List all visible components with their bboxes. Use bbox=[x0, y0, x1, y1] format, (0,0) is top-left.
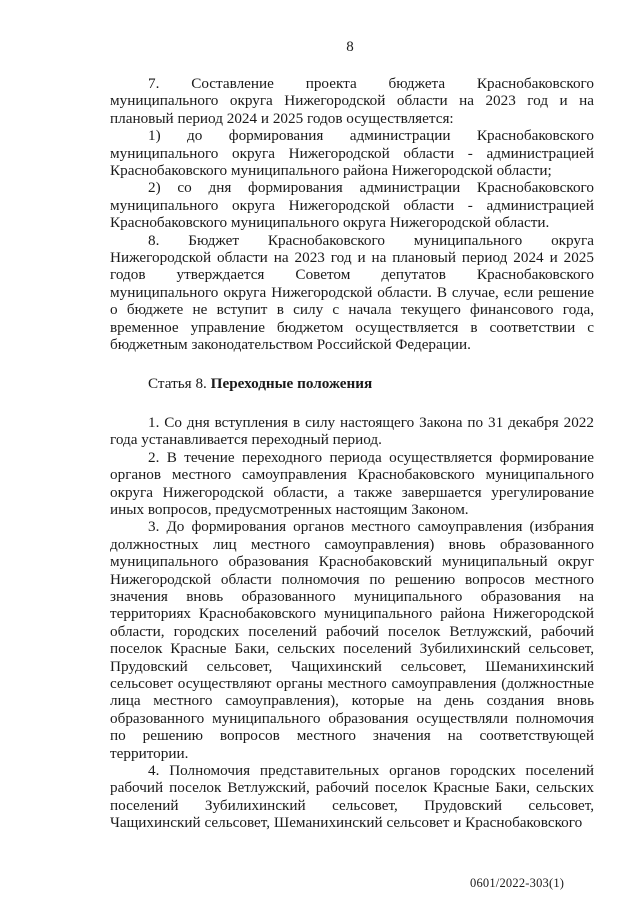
paragraph-article-item-4: 4. Полномочия представительных органов городских поселений рабочий поселок Ветлужский, рабочий поселок Красные Баки, сельских поселений Зубилихинский сельсовет, Прудовский сельсовет, Чащихинский сельсовет, Шеманихинский сельсовет и Краснобаковского bbox=[110, 762, 594, 832]
paragraph-subitem-2: 2) со дня формирования администрации Краснобаковского муниципального округа Нижегородской области - администрацией Краснобаковского муниципального округа Нижегородской области. bbox=[110, 179, 594, 232]
paragraph-article-item-3: 3. До формирования органов местного самоуправления (избрания должностных лиц местного самоуправления) вновь образованного муниципального образования Краснобаковский муниципальный округ Нижегородской области полномочия по решению вопросов местного значения вновь образованного муниципального образования на территориях Краснобаковского муниципального района Нижегородской области, городских поселений рабочий поселок Ветлужский, рабочий поселок Красные Баки, сельских поселений Зубилихинский сельсовет, Прудовский сельсовет, Чащихинский сельсовет, Шеманихинский сельсовет осуществляют органы местного самоуправления (должностные лица местного самоуправления), которые на день создания вновь образованного муниципального образования осуществляли полномочия по решению вопросов местного значения на соответствующей территории. bbox=[110, 518, 594, 762]
article-prefix: Статья 8. bbox=[148, 374, 207, 392]
article-title: Переходные положения bbox=[210, 374, 373, 392]
paragraph-item-7: 7. Составление проекта бюджета Краснобаковского муниципального округа Нижегородской области на 2023 год и на плановый период 2024 и 2025 годов осуществляется: bbox=[110, 75, 594, 127]
paragraph-article-item-1: 1. Со дня вступления в силу настоящего Закона по 31 декабря 2022 года устанавливается переходный период. bbox=[110, 413, 594, 449]
paragraph-article-item-2: 2. В течение переходного периода осуществляется формирование органов местного самоуправления Краснобаковского муниципального округа Нижегородской области, а также завершается урегулирование иных вопросов, предусмотренных настоящим Законом. bbox=[110, 448, 594, 518]
document-body bbox=[110, 75, 594, 832]
paragraph-subitem-1: 1) до формирования администрации Краснобаковского муниципального округа Нижегородской области - администрацией Краснобаковского муниципального района Нижегородской области; bbox=[110, 127, 594, 180]
page-number: 8 bbox=[346, 39, 354, 55]
article-heading bbox=[110, 375, 594, 392]
paragraph-item-8: 8. Бюджет Краснобаковского муниципального округа Нижегородской области на 2023 год и на плановый период 2024 и 2025 годов утверждается Советом депутатов Краснобаковского муниципального округа Нижегородской области. В случае, если решение о бюджете не вступит в силу с начала текущего финансового года, временное управление бюджетом осуществляется в соответствии с бюджетным законодательством Российской Федерации. bbox=[110, 231, 594, 354]
document-code: 0601/2022-303(1) bbox=[470, 876, 565, 890]
